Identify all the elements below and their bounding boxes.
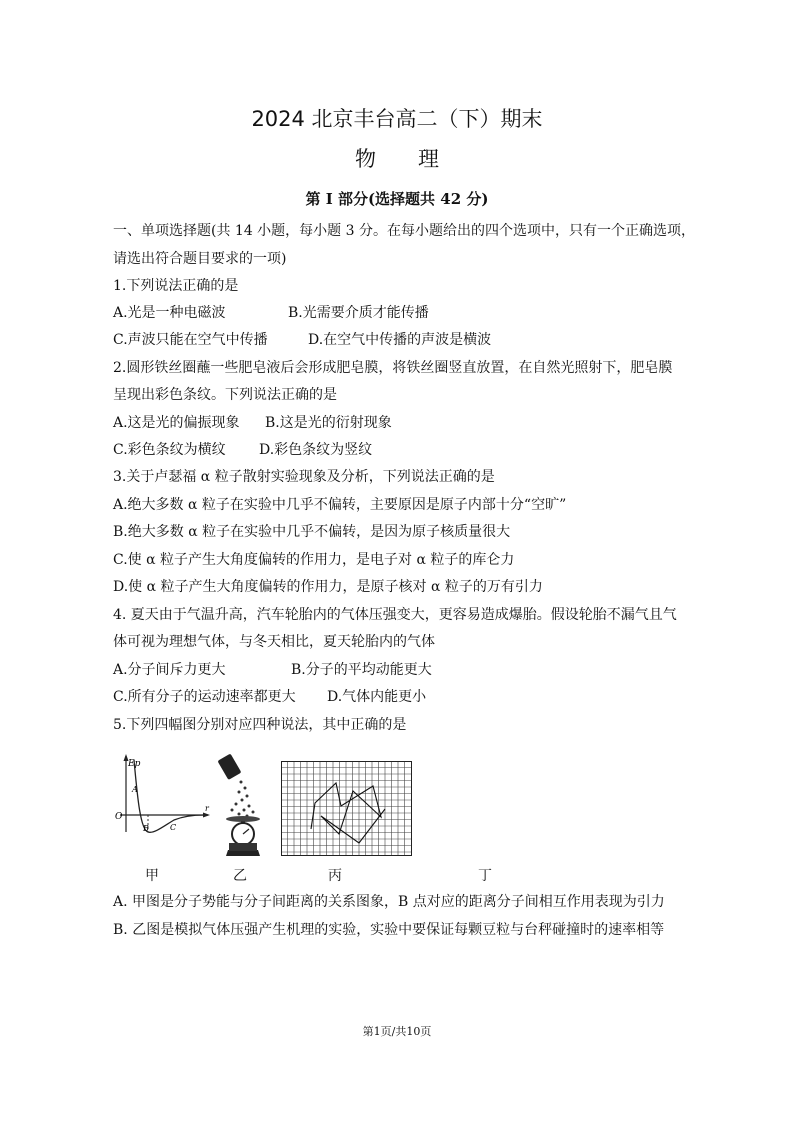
caption-bing: 丙 [328,868,342,884]
figure-bing-brownian-grid [281,761,412,856]
q1-option-b: B.光需要介质才能传播 [288,305,429,321]
section-instructions-line2: 请选出符合题目要求的一项) [113,251,287,267]
page-footer: 第1页/共10页 [362,1025,432,1038]
section-instructions-line1: 一、单项选择题(共 14 小题，每小题 3 分。在每小题给出的四个选项中，只有一个正确选项， [113,223,695,239]
q3-option-b: B.绝大多数 α 粒子在实验中几乎不偏转，是因为原子核质量很大 [113,524,511,540]
q5-option-b: B. 乙图是模拟气体压强产生机理的实验，实验中要保证每颗豆粒与台秤碰撞时的速率相等 [113,922,665,938]
subject-heading [0,147,794,171]
q5-option-a: A. 甲图是分子势能与分子间距离的关系图象，B 点对应的距离分子间相互作用表现为引力 [113,894,665,910]
q2-stem-line1: 2.圆形铁丝圈蘸一些肥皂液后会形成肥皂膜，将铁丝圈竖直放置，在自然光照射下，肥皂膜 [113,360,673,376]
falling-beans [231,781,255,818]
exam-title: 2024 北京丰台高二（下）期末 [251,107,543,131]
q2-option-a: A.这是光的偏振现象 [113,415,240,431]
caption-jia: 甲 [145,868,159,884]
graph-xlabel: r [205,804,209,813]
graph-x-arrow [203,813,210,818]
figure-jia-potential-energy-graph [112,752,212,837]
potential-energy-curve [134,760,204,832]
subject-char-wu: 物 [355,147,376,171]
q2-option-b: B.这是光的衍射现象 [265,415,392,431]
bean-cup [217,753,241,780]
q4-option-a: A.分子间斥力更大 [113,662,226,678]
part-heading: 第 I 部分(选择题共 42 分) [305,190,489,208]
q4-stem-line1: 4. 夏天由于气温升高，汽车轮胎内的气体压强变大，更容易造成爆胎。假设轮胎不漏气且气 [113,607,677,623]
q3-stem: 3.关于卢瑟福 α 粒子散射实验现象及分析，下列说法正确的是 [113,469,495,485]
graph-point-c: C [170,823,177,832]
q2-stem-line2: 呈现出彩色条纹。下列说法正确的是 [113,387,337,403]
q1-option-a: A.光是一种电磁波 [113,305,226,321]
q4-option-c: C.所有分子的运动速率都更大 [113,689,296,705]
q3-option-d: D.使 α 粒子产生大角度偏转的作用力，是原子核对 α 粒子的万有引力 [113,579,543,595]
figure-yi-bean-scale [215,750,271,860]
q2-option-c: C.彩色条纹为横纹 [113,442,226,458]
graph-origin-label: O [115,812,123,822]
q4-option-b: B.分子的平均动能更大 [291,662,432,678]
graph-point-b: B [143,824,149,833]
q1-stem: 1.下列说法正确的是 [113,278,239,294]
caption-yi: 乙 [233,868,247,884]
q4-option-d: D.气体内能更小 [327,689,427,705]
q5-stem: 5.下列四幅图分别对应四种说法，其中正确的是 [113,717,407,733]
graph-point-a: A [132,785,138,794]
q1-option-c: C.声波只能在空气中传播 [113,332,268,348]
q3-option-a: A.绝大多数 α 粒子在实验中几乎不偏转，主要原因是原子内部十分“空旷” [113,497,567,513]
q2-option-d: D.彩色条纹为竖纹 [259,442,373,458]
q1-option-d: D.在空气中传播的声波是横波 [308,332,492,348]
caption-ding: 丁 [478,868,492,884]
q4-stem-line2: 体可视为理想气体，与冬天相比，夏天轮胎内的气体 [113,634,435,650]
subject-char-li: 理 [418,147,439,171]
graph-ylabel: Ep [128,759,141,769]
q3-option-c: C.使 α 粒子产生大角度偏转的作用力，是电子对 α 粒子的库仑力 [113,552,515,568]
